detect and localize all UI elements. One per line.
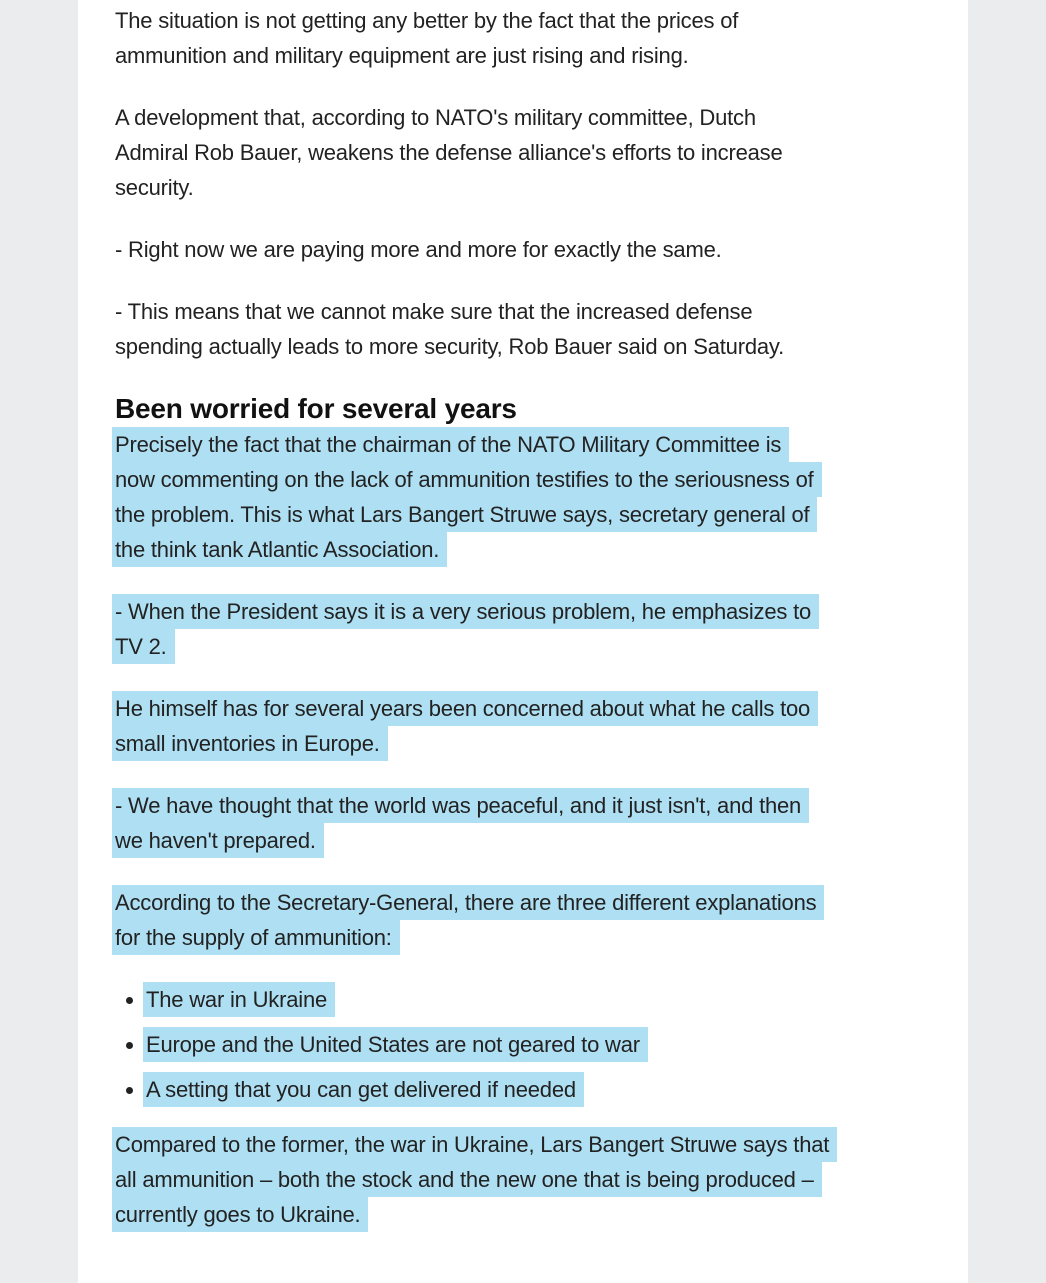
highlighted-paragraph (115, 788, 940, 858)
text-line (115, 691, 940, 726)
text-line: ammunition and military equipment are just rising and rising. (115, 43, 689, 68)
text-line (115, 920, 940, 955)
text-line (115, 1197, 940, 1232)
text-line (115, 788, 940, 823)
text-line (115, 427, 940, 462)
highlighted-text: He himself has for several years been concerned about what he calls too (112, 691, 818, 726)
highlighted-text: small inventories in Europe. (112, 726, 388, 761)
text-line (115, 1127, 940, 1162)
article-page (78, 0, 968, 1283)
highlighted-text: Precisely the fact that the chairman of the NATO Military Committee is (112, 427, 789, 462)
text-line: Admiral Rob Bauer, weakens the defense alliance's efforts to increase (115, 140, 783, 165)
highlighted-text: now commenting on the lack of ammunition testifies to the seriousness of (112, 462, 822, 497)
highlighted-paragraph (115, 885, 940, 955)
text-line (115, 594, 940, 629)
bullet-list (115, 982, 940, 1107)
paragraph (115, 100, 940, 205)
highlighted-text: the problem. This is what Lars Bangert Struwe says, secretary general of (112, 497, 817, 532)
highlighted-text: TV 2. (112, 629, 175, 664)
highlighted-text: we haven't prepared. (112, 823, 324, 858)
highlighted-text: According to the Secretary-General, there are three different explanations (112, 885, 824, 920)
paragraph (115, 294, 940, 364)
text-line (115, 885, 940, 920)
highlighted-text: currently goes to Ukraine. (112, 1197, 368, 1232)
highlighted-text: Europe and the United States are not geared to war (143, 1027, 648, 1062)
text-line (115, 1162, 940, 1197)
bullet-item (146, 982, 940, 1017)
text-line (115, 823, 940, 858)
highlighted-text: - When the President says it is a very serious problem, he emphasizes to (112, 594, 819, 629)
paragraph (115, 232, 940, 267)
text-line (115, 726, 940, 761)
highlighted-text: The war in Ukraine (143, 982, 335, 1017)
highlighted-text: for the supply of ammunition: (112, 920, 400, 955)
text-line: spending actually leads to more security, Rob Bauer said on Saturday. (115, 334, 784, 359)
text-line (115, 497, 940, 532)
text-line: - This means that we cannot make sure that the increased defense (115, 299, 753, 324)
highlighted-paragraph (115, 594, 940, 664)
highlighted-text: A setting that you can get delivered if needed (143, 1072, 584, 1107)
text-line: The situation is not getting any better by the fact that the prices of (115, 8, 739, 33)
highlighted-paragraph (115, 1127, 940, 1232)
highlighted-text: - We have thought that the world was peaceful, and it just isn't, and then (112, 788, 809, 823)
highlighted-paragraph (115, 691, 940, 761)
text-line: A development that, according to NATO's military committee, Dutch (115, 105, 756, 130)
section-heading: Been worried for several years (115, 393, 517, 424)
text-line (115, 629, 940, 664)
bullet-item (146, 1027, 940, 1062)
highlighted-text: all ammunition – both the stock and the new one that is being produced – (112, 1162, 822, 1197)
highlighted-text: the think tank Atlantic Association. (112, 532, 447, 567)
paragraph (115, 3, 940, 73)
bullet-item (146, 1072, 940, 1107)
highlighted-paragraph (115, 427, 940, 567)
text-line: security. (115, 175, 194, 200)
text-line (115, 462, 940, 497)
text-line (115, 532, 940, 567)
highlighted-text: Compared to the former, the war in Ukraine, Lars Bangert Struwe says that (112, 1127, 837, 1162)
text-line: - Right now we are paying more and more for exactly the same. (115, 237, 722, 262)
